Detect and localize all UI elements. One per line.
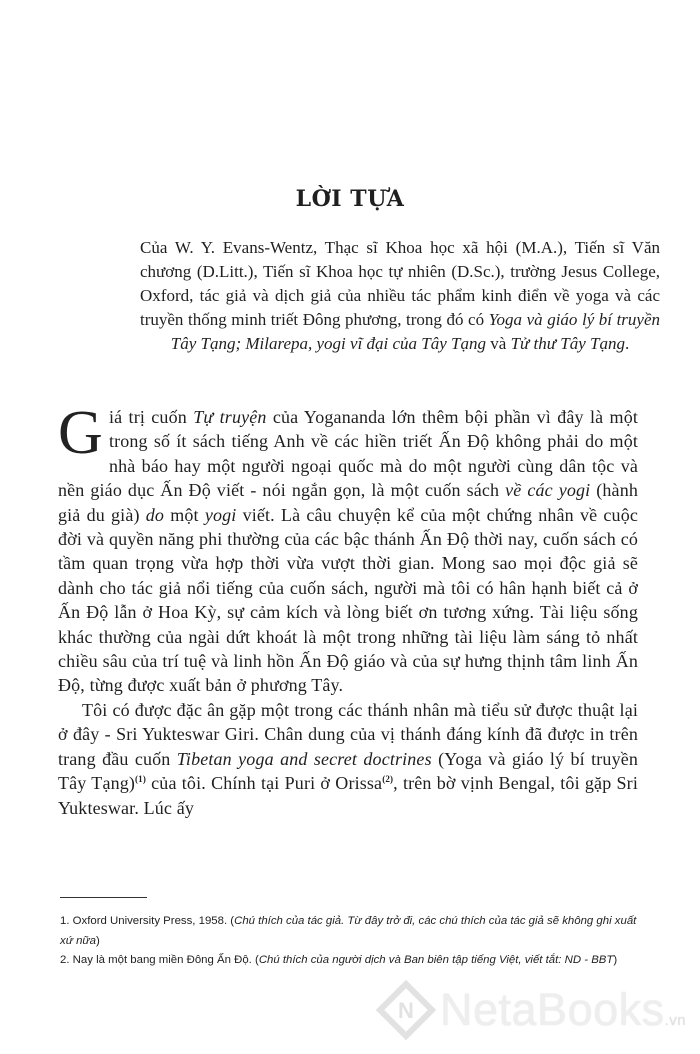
- footnotes: [60, 912, 648, 971]
- paragraph-2: [58, 698, 638, 820]
- watermark-brand: [440, 984, 686, 1036]
- footnote-note: Chú thích của người dịch và Ban biên tập tiếng Việt, viết tắt: ND - BBT: [258, 954, 614, 966]
- text-run: một: [164, 504, 205, 525]
- text-run: của tôi. Chính tại Puri ở Orissa: [145, 773, 383, 794]
- watermark-name: NetaBooks: [440, 984, 665, 1035]
- text-run: ): [95, 934, 100, 947]
- text-run: viết. Là câu chuyện kể của một chứng nhân về cuộc đời và quyền năng phi thường của các bậc thánh Ấn Độ thời nay, cuốn sách có tầm quan trọng vừa hợp thời vừa vượt thời gian. Mong sao mọi độc giả sẽ dành cho tác giả nổi tiếng của cuốn sách, người mà tôi có hân hạnh biết cả ở Ấn Độ lẫn ở Hoa Kỳ, sự cảm kích và lòng biết ơn tương xứng. Tài liệu sống khác thường của ngài dứt khoát là một trong những tài liệu làm sáng tỏ nhất chiều sâu của trí tuệ và linh hồn Ấn Độ giáo và của sự hưng thịnh tâm linh Ấn Độ, từng được xuất bản ở phương Tây.: [58, 504, 638, 696]
- text-run: 1. Oxford University Press, 1958. (: [60, 915, 235, 927]
- drop-cap: G: [58, 399, 103, 467]
- book-title-tu-truyen: Tự truyện: [193, 407, 267, 427]
- watermark-tld: .vn: [664, 1012, 687, 1029]
- text-run: của Yogananda lớn thêm bội phần vì đây là một trong số ít sách tiếng Anh về các hiền triết Ấn Độ không phải do một nhà báo hay một người ngoại quốc mà do một người cùng dân tộc và nền giáo dục Ấn Độ viết - nói ngắn gọn, là một cuốn sách: [58, 407, 638, 501]
- emphasis-ve-cac: về các: [505, 480, 553, 501]
- book-title-tu-thu: Tử thư Tây Tạng: [510, 334, 625, 353]
- svg-text:N: N: [398, 998, 414, 1023]
- conjunction-text: và: [486, 334, 511, 353]
- page-title: LỜI TỰA: [295, 186, 405, 212]
- attribution-text: Của W. Y. Evans-Wentz, Thạc sĩ Khoa học xã hội (M.A.), Tiến sĩ Văn chương (D.Litt.), Tiến sĩ Khoa học tự nhiên (D.Sc.), trường Jesus College, Oxford, tác giả và dịch giả của nhiều tác phẩm kinh điển về yoga và các truyền thống minh triết Đông phương, trong đó có: [140, 238, 660, 329]
- emphasis-yogi: yogi: [204, 504, 237, 525]
- text-run: (hành giả du già): [58, 480, 638, 525]
- emphasis-yogi: yogi: [558, 480, 591, 501]
- footnote-ref-2: (2): [382, 774, 394, 785]
- text-run: ): [613, 954, 618, 966]
- text-run: 2. Nay là một bang miền Đông Ấn Độ. (: [60, 954, 259, 966]
- text-run: Tôi có được đặc ân gặp một trong các thánh nhân mà tiểu sử được thuật lại ở đây - Sri Yukteswar Giri. Chân dung của vị thánh đáng kính đã được in trên trang đầu cuốn: [58, 699, 638, 769]
- text-run: (Yoga và giáo lý bí truyền Tây Tạng): [58, 748, 639, 794]
- footnote-separator: [60, 897, 147, 898]
- book-titles: Yoga và giáo lý bí truyền Tây Tạng; Milarepa, yogi vĩ đại của Tây Tạng: [170, 310, 660, 353]
- watermark: [376, 972, 694, 1048]
- footnote-ref-1: (1): [135, 774, 146, 785]
- text-run: iá trị cuốn: [108, 407, 194, 427]
- text-run: , trên bờ vịnh Bengal, tôi gặp Sri Yukteswar. Lúc ấy: [58, 773, 638, 818]
- book-title-tibetan-yoga: Tibetan yoga and secret doctrines: [176, 748, 432, 769]
- footnote-1: [60, 912, 648, 951]
- netabooks-logo-icon: [376, 980, 436, 1040]
- period: .: [625, 334, 630, 353]
- footnote-2: [60, 951, 648, 971]
- preface-attribution: [140, 236, 660, 356]
- emphasis-do: do: [145, 504, 165, 525]
- main-body: [58, 399, 639, 820]
- paragraph-1: [58, 399, 638, 698]
- footnote-note: Chú thích của tác giả. Từ đây trở đi, các chú thích của tác giả sẽ không ghi xuất xứ nữa: [60, 915, 637, 947]
